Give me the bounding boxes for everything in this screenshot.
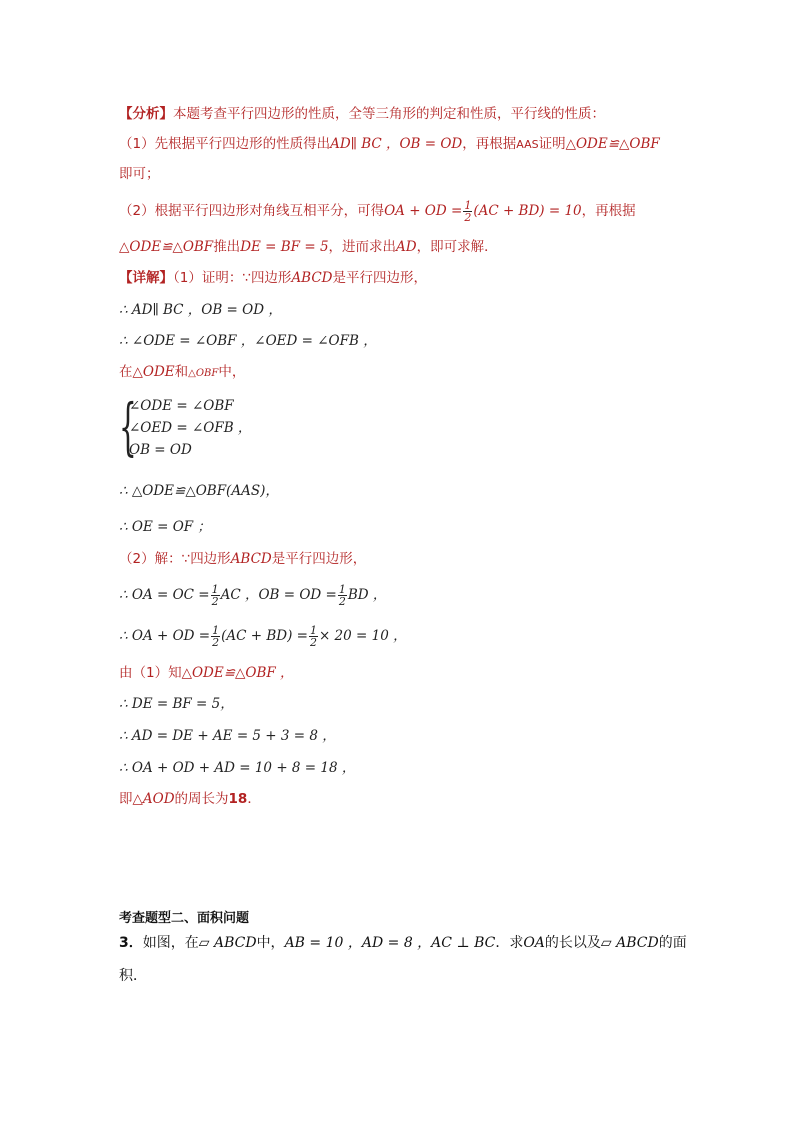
question-text: 中， [256, 935, 285, 951]
detail-text: （2）解： [119, 551, 182, 567]
analysis-tag: 【分析】 [119, 106, 173, 122]
detail-line-6: ∴ OE = OF ； [119, 519, 211, 535]
section-heading: 考查题型二、面积问题 [119, 911, 250, 926]
fraction-denominator: 2 [338, 595, 346, 608]
math-expr: △ODE≌△OBF ， [181, 665, 294, 681]
point-text: ，进而求出 [328, 239, 397, 255]
detail-line-13: ∴ OA + OD + AD = 10 + 8 = 18 ， [119, 760, 356, 776]
detail-line-10 [119, 663, 294, 683]
detail-line-9 [119, 621, 407, 651]
question-text: 的长以及 [544, 935, 601, 951]
detail-line-12: ∴ AD = DE + AE = 5 + 3 = 8 ， [119, 728, 336, 744]
detail-line-14 [119, 789, 261, 809]
question-text: ．求 [495, 935, 524, 951]
detail-text: ． [247, 791, 261, 807]
aas-label: AAS [516, 138, 539, 151]
point-text: 推出 [213, 239, 241, 255]
detail-text: 是平行四边形， [271, 551, 367, 567]
detail-text: 和 [174, 364, 189, 380]
point-text: ，再根据 [462, 136, 517, 152]
condition-1: ∠ODE = ∠OBF [129, 398, 234, 414]
point-text: 根据平行四边形对角线互相平分，可得 [154, 203, 385, 219]
question-text: 如图，在 [142, 935, 199, 951]
detail-text: 中， [218, 364, 246, 380]
fraction [309, 625, 318, 648]
fraction-denominator: 2 [212, 636, 220, 649]
math-expr: ▱ ABCD [600, 935, 659, 951]
answer-value: 18 [228, 791, 248, 807]
fraction [338, 584, 347, 607]
detail-line-8 [119, 580, 386, 610]
left-brace: { [119, 390, 137, 463]
fraction-numerator: 1 [464, 198, 472, 212]
math-expr: ABCD [291, 270, 333, 286]
detail-text: 在 [119, 364, 133, 380]
math-expr: OA + OD = [384, 203, 463, 219]
detail-line-5: ∴ △ODE≌△OBF(AAS)， [119, 483, 279, 499]
question-number: 3． [119, 935, 143, 951]
math-expr: AD [396, 239, 417, 255]
math-expr: (AC + BD) = [221, 628, 308, 644]
detail-line-11: ∴ DE = BF = 5， [119, 696, 234, 712]
fraction [211, 625, 220, 648]
detail-text: 即 [119, 791, 133, 807]
point-text: 先根据平行四边形的性质得出 [154, 136, 331, 152]
analysis-intro: 本题考查平行四边形的性质，全等三角形的判定和性质，平行线的性质： [173, 106, 605, 122]
math-expr: AC ，OB = OD = [220, 587, 337, 603]
detail-text: 的周长为 [174, 791, 229, 807]
fraction-denominator: 2 [211, 595, 219, 608]
point-label: （1） [119, 136, 155, 152]
detail-text: （1）证明： [173, 270, 243, 286]
detail-line-3: ∴ ∠ODE = ∠OBF ，∠OED = ∠OFB ， [119, 333, 377, 349]
math-expr: OA [523, 935, 545, 951]
analysis-point-1 [119, 134, 660, 155]
because-symbol: ∵ [181, 551, 191, 567]
fraction-denominator: 2 [464, 210, 472, 224]
math-expr: DE = BF = 5 [240, 239, 329, 255]
math-expr: ▱ ABCD [198, 935, 257, 951]
detail-text: 由（1）知 [119, 665, 182, 681]
detail-text: 四边形 [250, 270, 292, 286]
fraction [211, 584, 220, 607]
detail-line-1 [119, 268, 427, 288]
detail-line-2: ∴ AD∥ BC ，OB = OD ， [119, 302, 282, 318]
math-expr: △ODE≌△OBF [565, 136, 660, 152]
detail-text: 四边形 [190, 551, 231, 567]
math-expr: BD ， [347, 587, 387, 603]
detail-tag: 【详解】 [119, 270, 173, 286]
condition-2: ∠OED = ∠OFB ， [129, 420, 252, 436]
math-expr: AD∥ BC ，OB = OD [330, 136, 463, 152]
math-expr: (AC + BD) = 10 [473, 203, 582, 219]
math-expr: ∴ OA = OC = [119, 587, 210, 603]
detail-line-7 [119, 549, 366, 569]
fraction-numerator: 1 [309, 624, 317, 637]
point-text: 证明 [538, 136, 566, 152]
point-label: （2） [119, 203, 155, 219]
detail-line-4 [119, 362, 245, 384]
analysis-point-2-cont [119, 237, 498, 257]
math-expr: △AOD [132, 791, 175, 807]
math-expr: × 20 = 10 ， [318, 628, 407, 644]
detail-text: 是平行四边形， [332, 270, 428, 286]
question-text: 的面 [658, 935, 687, 951]
point-text: ，再根据 [581, 203, 636, 219]
analysis-intro-line [119, 104, 605, 124]
analysis-point-2 [119, 196, 636, 226]
point-text: ，即可求解． [416, 239, 498, 255]
fraction-numerator: 1 [338, 583, 346, 596]
question-3 [119, 932, 687, 954]
condition-3: OB = OD [129, 442, 192, 458]
math-expr: △OBF [188, 368, 219, 379]
math-expr: △ODE [132, 364, 175, 380]
point-text: 即可； [119, 166, 160, 182]
fraction-denominator: 2 [309, 636, 317, 649]
because-symbol: ∵ [242, 270, 251, 286]
analysis-point-1-end [119, 164, 160, 184]
fraction [463, 200, 472, 223]
math-expr: △ODE≌△OBF [119, 239, 214, 255]
math-expr: AB = 10 ，AD = 8 ，AC ⊥ BC [284, 935, 496, 951]
fraction-numerator: 1 [212, 624, 220, 637]
fraction-numerator: 1 [211, 583, 219, 596]
math-expr: ABCD [230, 551, 272, 567]
question-3-cont: 积． [119, 968, 147, 984]
math-expr: ∴ OA + OD = [119, 628, 211, 644]
